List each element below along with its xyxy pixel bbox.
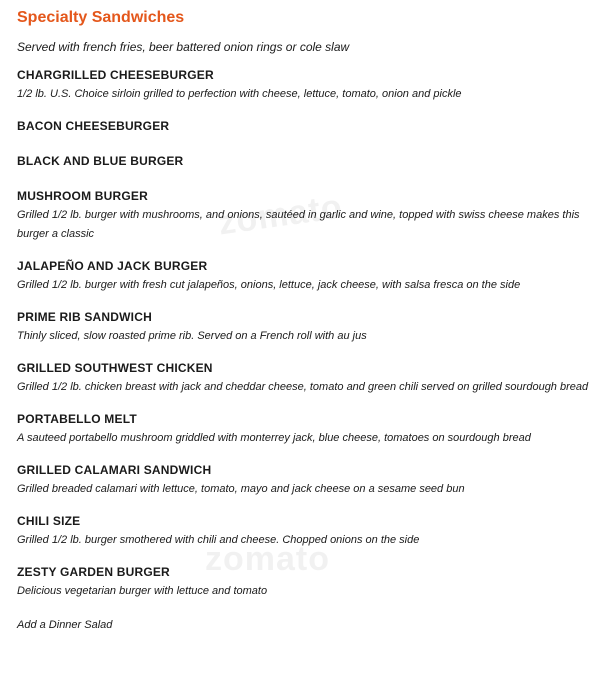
menu-item-description: Delicious vegetarian burger with lettuce and tomato <box>17 585 268 597</box>
menu-item-name: PRIME RIB SANDWICH <box>17 310 152 324</box>
menu-item <box>17 153 595 169</box>
menu-item <box>17 67 595 104</box>
section-intro: Served with french fries, beer battered onion rings or cole slaw <box>17 40 350 54</box>
menu-item-name: BLACK AND BLUE BURGER <box>17 154 184 168</box>
menu-item <box>17 411 595 448</box>
watermark-logo: zomato <box>205 540 330 578</box>
menu-item <box>17 513 595 550</box>
section-title: Specialty Sandwiches <box>17 9 185 26</box>
menu-item <box>17 309 595 346</box>
menu-item <box>17 188 595 244</box>
menu-item-description: Grilled 1/2 lb. burger with fresh cut jalapeños, onions, lettuce, jack cheese, with salsa fresca on the side <box>17 279 521 291</box>
menu-item-description: 1/2 lb. U.S. Choice sirloin grilled to perfection with cheese, lettuce, tomato, onion and pickle <box>17 88 462 100</box>
menu-item-name: BACON CHEESEBURGER <box>17 119 170 133</box>
menu-item-description: A sauteed portabello mushroom griddled with monterrey jack, blue cheese, tomatoes on sourdough bread <box>17 432 531 444</box>
menu-item-description: Thinly sliced, slow roasted prime rib. Served on a French roll with au jus <box>17 330 367 342</box>
menu-footer-note: Add a Dinner Salad <box>17 619 113 631</box>
menu-item-description: Grilled 1/2 lb. burger smothered with chili and cheese. Chopped onions on the side <box>17 534 420 546</box>
menu-item <box>17 258 595 295</box>
menu-item-description: Grilled 1/2 lb. burger with mushrooms, and onions, sautéed in garlic and wine, topped with swiss cheese makes this burger a classic <box>17 209 580 240</box>
menu-page <box>17 8 595 633</box>
menu-item-name: MUSHROOM BURGER <box>17 189 148 203</box>
menu-item-description: Grilled 1/2 lb. chicken breast with jack and cheddar cheese, tomato and green chili served on grilled sourdough bread <box>17 381 589 393</box>
menu-item-description: Grilled breaded calamari with lettuce, tomato, mayo and jack cheese on a sesame seed bun <box>17 483 465 495</box>
menu-item-name: GRILLED CALAMARI SANDWICH <box>17 463 212 477</box>
watermark-logo: zomato <box>215 187 345 243</box>
menu-item-name: ZESTY GARDEN BURGER <box>17 565 170 579</box>
menu-item-name: CHILI SIZE <box>17 514 81 528</box>
menu-item-name: PORTABELLO MELT <box>17 412 137 426</box>
menu-item-name: CHARGRILLED CHEESEBURGER <box>17 68 214 82</box>
menu-item-name: JALAPEÑO AND JACK BURGER <box>17 259 208 273</box>
menu-item <box>17 462 595 499</box>
menu-item-name: GRILLED SOUTHWEST CHICKEN <box>17 361 213 375</box>
menu-item <box>17 564 595 601</box>
menu-item <box>17 360 595 397</box>
menu-item <box>17 118 595 134</box>
